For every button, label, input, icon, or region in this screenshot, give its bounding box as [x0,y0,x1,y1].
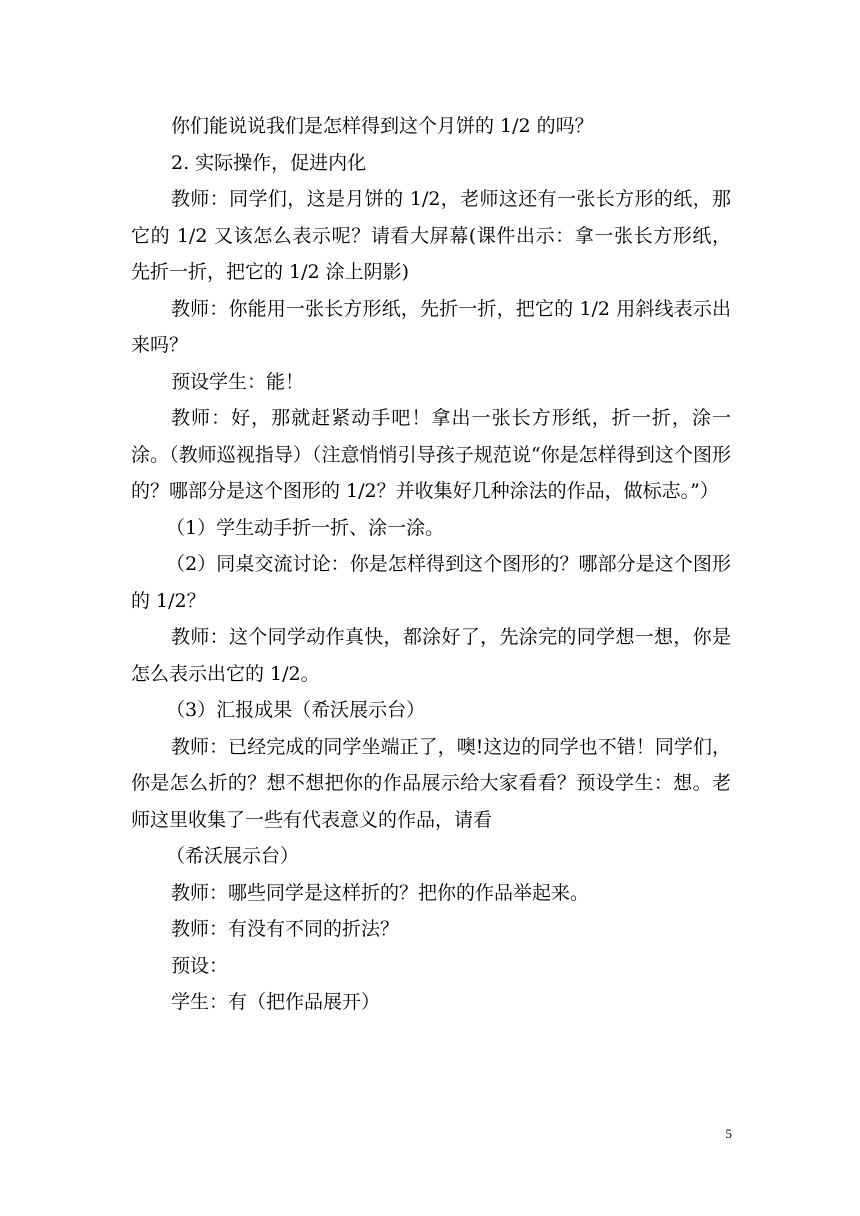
list-item: （2）同桌交流讨论：你是怎样得到这个图形的？哪部分是这个图形的 1/2？ [131,553,731,612]
list-item: （3）汇报成果（希沃展示台） [166,699,426,721]
paragraph: 你们能说说我们是怎样得到这个月饼的 1/2 的吗？ [171,115,594,137]
document-body [131,108,731,1021]
section-heading: 2. 实际操作，促进内化 [171,151,367,174]
paragraph: 预设： [171,954,229,977]
paragraph: （希沃展示台） [166,845,300,867]
paragraph: 学生：有（把作品展开） [171,991,381,1013]
paragraph: 教师：这个同学动作真快，都涂好了，先涂完的同学想一想，你是怎么表示出它的 1/2。 [131,626,731,685]
paragraph: 教师：同学们，这是月饼的 1/2，老师这还有一张长方形的纸，那它的 1/2 又该怎么表示呢？请看大屏幕(课件出示：拿一张长方形纸，先折一折，把它的 1/2 涂上阴影) [131,188,731,283]
paragraph: 教师：你能用一张长方形纸，先折一折，把它的 1/2 用斜线表示出来吗？ [131,297,731,356]
page-number: 5 [725,1126,732,1141]
paragraph: 教师：有没有不同的折法？ [171,918,400,940]
paragraph: 教师：哪些同学是这样折的？把你的作品举起来。 [171,881,590,904]
paragraph: 教师：已经完成的同学坐端正了，噢!这边的同学也不错！同学们，你是怎么折的？想不想把你的作品展示给大家看看？预设学生：想。老师这里收集了一些有代表意义的作品，请看 [131,735,731,831]
paragraph: 教师：好，那就赶紧动手吧！拿出一张长方形纸，折一折，涂一涂。（教师巡视指导）（注意悄悄引导孩子规范说“你是怎样得到这个图形的？哪部分是这个图形的 1/2？并收集好几种涂法的作品，做标志。”） [131,407,731,502]
paragraph: 预设学生：能！ [171,370,305,393]
list-item: （1）学生动手折一折、涂一涂。 [166,516,445,539]
